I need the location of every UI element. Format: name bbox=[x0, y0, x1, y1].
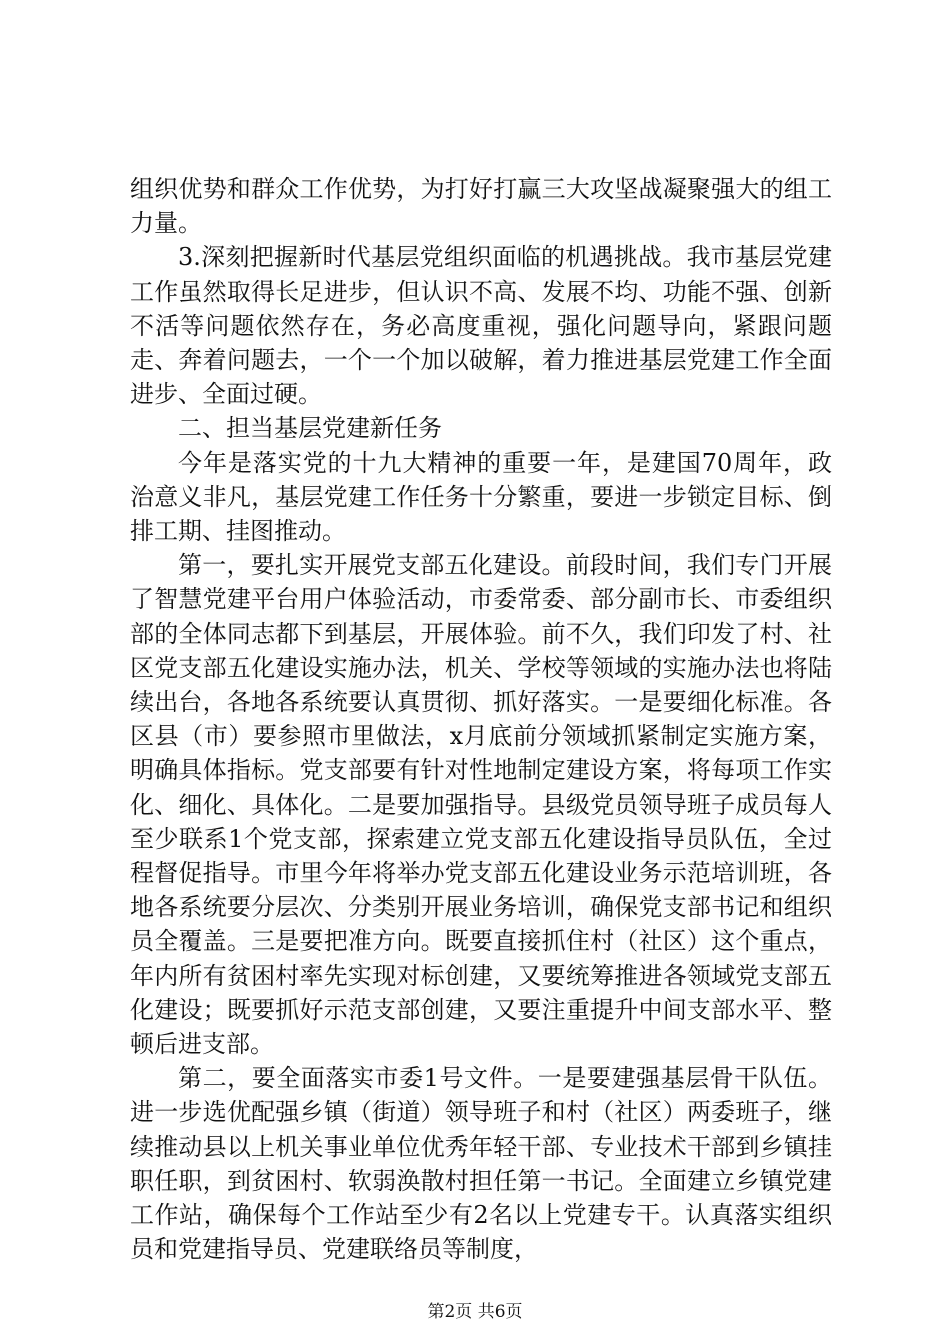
document-body bbox=[130, 172, 832, 1267]
paragraph-second-task: 第二，要全面落实市委1号文件。一是要建强基层骨干队伍。进一步选优配强乡镇（街道）领导班子和村（社区）两委班子，继续推动县以上机关事业单位优秀年轻干部、专业技术干部到乡镇挂职任职，到贫困村、软弱涣散村担任第一书记。全面建立乡镇党建工作站，确保每个工作站至少有2名以上党建专干。认真落实组织员和党建指导员、党建联络员等制度， bbox=[130, 1064, 832, 1264]
paragraph-this-year: 今年是落实党的十九大精神的重要一年，是建国70周年，政治意义非凡，基层党建工作任务十分繁重，要进一步锁定目标、倒排工期、挂图推动。 bbox=[130, 448, 832, 546]
paragraph-first-task: 第一，要扎实开展党支部五化建设。前段时间，我们专门开展了智慧党建平台用户体验活动，市委常委、部分副市长、市委组织部的全体同志都下到基层，开展体验。前不久，我们印发了村、社区党支部五化建设实施办法，机关、学校等领域的实施办法也将陆续出台，各地各系统要认真贯彻、抓好落实。一是要细化标准。各区县（市）要参照市里做法，x月底前分领域抓紧制定实施方案，明确具体指标。党支部要有针对性地制定建设方案，将每项工作实化、细化、具体化。二是要加强指导。县级党员领导班子成员每人至少联系1个党支部，探索建立党支部五化建设指导员队伍，全过程督促指导。市里今年将举办党支部五化建设业务示范培训班，各地各系统要分层次、分类别开展业务培训，确保党支部书记和组织员全覆盖。三是要把准方向。既要直接抓住村（社区）这个重点，年内所有贫困村率先实现对标创建，又要统筹推进各领域党支部五化建设；既要抓好示范支部创建，又要注重提升中间支部水平、整顿后进支部。 bbox=[130, 551, 832, 1059]
section-heading-new-tasks: 二、担当基层党建新任务 bbox=[178, 414, 442, 443]
page-footer bbox=[0, 1297, 950, 1322]
paragraph-continuation: 组织优势和群众工作优势，为打好打赢三大攻坚战凝聚强大的组工力量。 bbox=[130, 175, 832, 238]
page-number: 第2页 bbox=[427, 1302, 473, 1322]
page-total: 共6页 bbox=[477, 1302, 523, 1322]
paragraph-opportunities-challenges: 3.深刻把握新时代基层党组织面临的机遇挑战。我市基层党建工作虽然取得长足进步，但认识不高、发展不均、功能不强、创新不活等问题依然存在，务必高度重视，强化问题导向，紧跟问题走、奔着问题去，一个一个加以破解，着力推进基层党建工作全面进步、全面过硬。 bbox=[130, 243, 832, 409]
